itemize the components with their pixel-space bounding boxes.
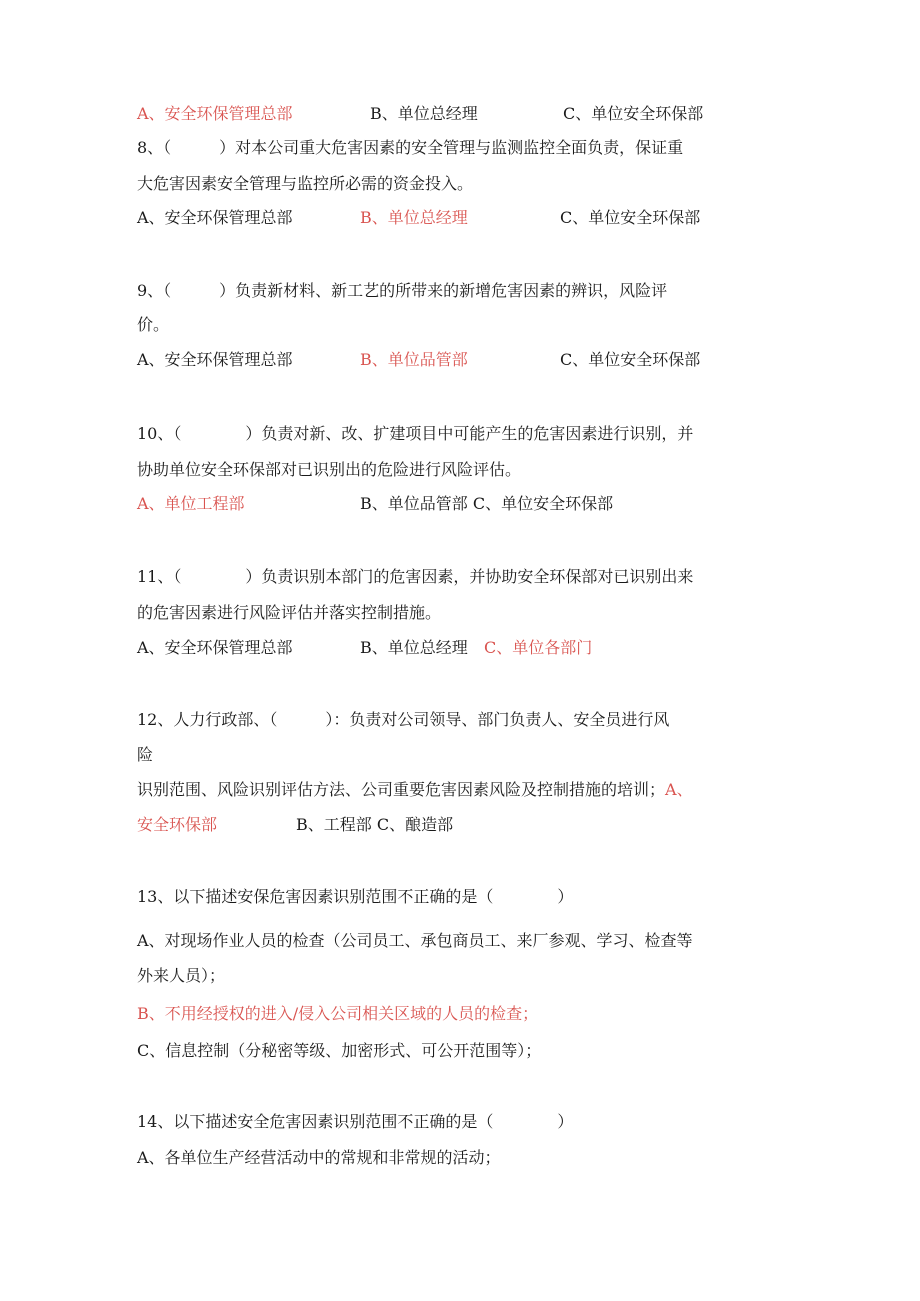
q12-options [0,815,920,837]
q10-text-line1: 10、（ ）负责对新、改、扩建项目中可能产生的危害因素进行识别，并 [137,424,694,443]
q8-option-b-answer: B、单位总经理 [360,208,468,227]
q13-text-line1: 13、以下描述安保危害因素识别范围不正确的是（ ） [137,887,574,906]
q13-option-a-line1: A、对现场作业人员的检查（公司员工、承包商员工、来厂参观、学习、检查等 [137,931,693,950]
q7-option-b: B、单位总经理 [370,104,478,123]
q8-text-line1: 8、（ ）对本公司重大危害因素的安全管理与监测监控全面负责，保证重 [137,138,684,157]
q11-options [0,638,920,660]
q9-option-a: A、安全环保管理总部 [137,350,293,369]
q13-option-c: C、信息控制（分秘密等级、加密形式、可公开范围等）； [137,1041,542,1060]
q7-option-c: C、单位安全环保部 [563,104,704,123]
q12-text-line2: 险 [137,745,154,764]
q9-text-line2: 价。 [137,315,170,334]
q10-text-line2: 协助单位安全环保部对已识别出的危险进行风险评估。 [137,460,522,479]
q7-options [0,104,920,126]
q8-options [0,208,920,230]
q8-option-c: C、单位安全环保部 [560,208,701,227]
q13-option-a-line2: 外来人员）； [137,966,226,985]
q11-option-b: B、单位总经理 [360,638,468,657]
q11-option-c-answer: C、单位各部门 [484,638,593,657]
q7-option-a-answer: A、安全环保管理总部 [137,104,293,123]
q10-options [0,494,920,516]
q9-option-c: C、单位安全环保部 [560,350,701,369]
q12-option-bc: B、工程部 C、酿造部 [296,815,454,834]
q10-option-a-answer: A、单位工程部 [137,494,245,513]
q11-text-line2: 的危害因素进行风险评估并落实控制措施。 [137,603,442,622]
q14-text-line1: 14、以下描述安全危害因素识别范围不正确的是（ ） [137,1112,574,1131]
q12-option-a-answer: 安全环保部 [137,815,218,834]
q10-option-bc: B、单位品管部 C、单位安全环保部 [360,494,614,513]
q11-option-a: A、安全环保管理总部 [137,638,293,657]
q12-text-line1: 12、人力行政部、（ ）：负责对公司领导、部门负责人、安全员进行风 [137,710,670,729]
q12-text-line3 [137,780,693,802]
q12-line3-text: 识别范围、风险识别评估方法、公司重要危害因素风险及控制措施的培训； [137,780,666,799]
q9-option-b-answer: B、单位品管部 [360,350,468,369]
q14-option-a: A、各单位生产经营活动中的常规和非常规的活动； [137,1148,501,1167]
q9-text-line1: 9、（ ）负责新材料、新工艺的所带来的新增危害因素的辨识，风险评 [137,281,668,300]
q8-text-line2: 大危害因素安全管理与监控所必需的资金投入。 [137,174,474,193]
q11-text-line1: 11、（ ）负责识别本部门的危害因素，并协助安全环保部对已识别出来 [137,567,694,586]
q8-option-a: A、安全环保管理总部 [137,208,293,227]
q12-option-a-prefix-answer: A、 [665,780,693,799]
q9-options [0,350,920,372]
q13-option-b-answer: B、不用经授权的进入/侵入公司相关区域的人员的检查； [137,1004,539,1023]
